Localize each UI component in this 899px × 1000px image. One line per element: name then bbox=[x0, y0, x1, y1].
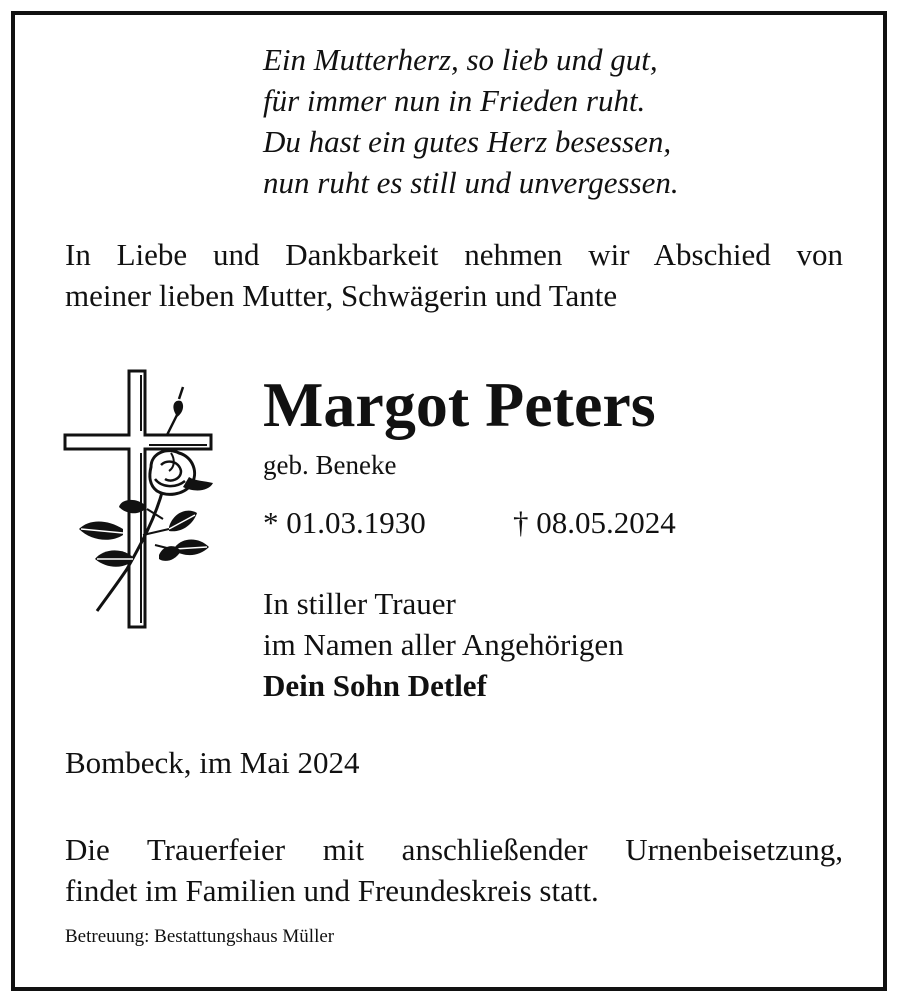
mourners-block bbox=[263, 583, 624, 706]
mourners-line: im Namen aller Angehörigen bbox=[263, 627, 624, 662]
intro-line: In Liebe und Dankbarkeit nehmen wir Abschied von bbox=[65, 237, 843, 272]
ceremony-line: Die Trauerfeier mit anschließender Urnenbeisetzung, bbox=[65, 832, 843, 867]
place-date: Bombeck, im Mai 2024 bbox=[65, 745, 360, 780]
poem-line: nun ruht es still und unvergessen. bbox=[263, 165, 679, 200]
poem-line: für immer nun in Frieden ruht. bbox=[263, 83, 646, 118]
poem-line: Ein Mutterherz, so lieb und gut, bbox=[263, 42, 658, 77]
deceased-name: Margot Peters bbox=[263, 369, 656, 440]
poem-line: Du hast ein gutes Herz besessen, bbox=[263, 124, 672, 159]
birth-date: * 01.03.1930 bbox=[263, 505, 426, 540]
death-date: † 08.05.2024 bbox=[513, 505, 676, 540]
signer: Dein Sohn Detlef bbox=[263, 668, 487, 703]
obituary-notice bbox=[11, 11, 887, 991]
poem bbox=[263, 39, 679, 203]
mourners-line: In stiller Trauer bbox=[263, 586, 456, 621]
intro-text bbox=[65, 234, 843, 316]
ceremony-info bbox=[65, 829, 843, 911]
funeral-home-credit: Betreuung: Bestattungshaus Müller bbox=[65, 926, 335, 947]
cross-with-rose-icon bbox=[63, 369, 219, 631]
ceremony-line: findet im Familien und Freundeskreis statt. bbox=[65, 873, 599, 908]
maiden-name: geb. Beneke bbox=[263, 450, 397, 480]
intro-line: meiner lieben Mutter, Schwägerin und Tante bbox=[65, 278, 618, 313]
